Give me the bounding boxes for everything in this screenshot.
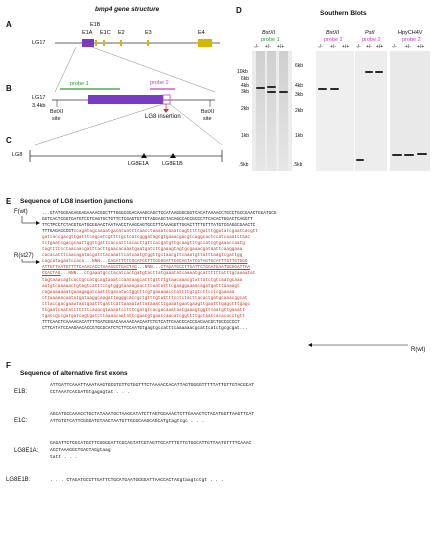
bstxi-site-right-sub: site [203,116,212,122]
sequence-segment: aatgtcaaaaactgtagtcatttccgtgggtaaaagaacttcaatatttcgaaggaaaacagatgatttaaaagt [42,283,240,289]
exon-e1b-seq-2: CCTAAATCACGATGtgagagtat . . . [50,390,130,395]
lg8-insertion-label: LG8 insertion [145,114,181,120]
ladder-right-3kb: 3kb [295,92,304,98]
probe1-label: probe 1 [70,81,89,87]
insertion-junction-sequence [42,211,277,332]
ladder-right-05kb: .5kb [293,162,303,168]
sequence-segment: ttgaatcaatatctttttcaaacgtaaaatcctttcgatgtcacgacaaataatgaaagtggttcaatgttgaaatt [42,307,245,313]
sequence-segment: cacacatttcaacagatacgatttacaaattcatcaatgtggttgctaacgttcaaatgttatttaagtcgattgg [42,253,243,259]
panel-e-letter: E [6,197,12,206]
blot2-probe: probe 2 [324,37,343,43]
primer-r-wt: R(wt) [411,347,426,353]
sequence-segment: TTTCAACTCAAAACACATTTTGATGGGACAAAAACAACAATCTGTCATTCAACCCACCGACAACGCTGCCGCCCT [42,319,240,325]
bstxi-site-left-sub: site [52,116,61,122]
panel-b-chrom: LG17 [32,95,46,101]
sequence-segment: tagttttcctaacaacgatttacttgaacacaaatgaatgatcttgaaagtagtgcgaaacgataattcaaggaaa [42,247,243,253]
sequence-segment: CTAGATGCCTTGATTCTGCATGAATGGGGATTAA [160,265,251,271]
exon-label-e2: E2 [118,30,125,36]
bstxi-site-left: BstXI [50,109,64,115]
exon-lg8e1a-seq-3: tatt . . . [50,455,78,460]
exon-e1c-name: E1C: [14,418,28,424]
ladder-left-10kb: 10kb [237,69,248,75]
blot4-genotype-mm: -/- [392,44,397,50]
panel-c-letter: C [6,136,12,145]
blot4-enzyme: HpyCH4V [398,30,423,36]
blot1-genotype-mm: -/- [254,44,259,50]
exon-label-e1b: E1B [90,22,101,28]
panel-a-title: bmp4 gene structure [95,6,160,13]
sequence-segment: GGTCACTCGGTGATGTCCTCAGTGCTGTTCTCGAGTGTTCTAGGAGCTACAGCCACCGCCCTTCACACTGGACTCAGGTT [42,217,253,223]
sequence-segment: CCACTAG [42,271,61,277]
ladder-left-3kb: 3kb [241,89,250,95]
panel-c-chrom: LG8 [12,152,23,158]
blot2-enzyme: BstXI [326,30,340,36]
ladder-right-4kb: 4kb [295,83,304,89]
ladder-left-1kb: 1kb [241,133,250,139]
exon-lg8e1b-name: LG8E1B: [6,477,31,483]
blot1-genotype-pp: +/+ [277,44,285,50]
exon-lg8e1a-seq-2: ACCTAAAGGCTGACTAGgtaag [50,448,111,453]
blot4-genotype-pm: +/- [405,44,411,50]
exon-e1c-seq-2: ATTGTGTCATTCGGGATGTAACTAATGTTGCGCAAGCAGCATgtagtcgc . . . [50,419,205,424]
sequence-segment: tagtaaacagtcactgccatgcagtaaatccaataagcatttgttttgtaacaaacgtattatctgtcaatgcaaa [42,277,243,283]
lg8e1a-label: LG8E1A [128,161,149,167]
sequence-segment: cagcatagaatccaca...NNN... [42,259,108,265]
exon-lg8e1b-seq-1: . . . CTAGATGCCTTGATTCTGCATGAATGGGGATTAACCACTAGgtaagtctgt . . . [50,478,224,483]
panel-a-letter: A [6,20,12,29]
sequence-segment: cttaaaaacaatatgataaggcaagattagggcaccgctgtttgtattttcctctacttacactgatgcaaacggcat [42,295,248,301]
exon-e1b-name: E1B: [14,389,28,395]
panel-b-size: 3.4kb [32,103,46,109]
ladder-left-4kb: 4kb [241,83,250,89]
blot2-genotype-pp: +/+ [342,44,350,50]
exon-label-e1a: E1A [82,30,93,36]
sequence-segment: tctgaatcgacgcaattggttgattcaccatttacacttgttcacgatgttgcaagtttgccatcgtgaaaccaatg [42,241,245,247]
sequence-segment: TTCTPCCTCTACGTGATGCGGAACTAATAACCTAAGCAGTGCCTTCAAAGGTTGGACTTTTGTTTATGTCGAGGCGAACTC [42,223,256,229]
sequence-segment: GAGATTCTCGCATGCTTCGGGGATTCGCAGTATCGTAGTGCATTTGTTGTGGG [107,259,248,265]
exon-lg8e1a-seq-1: GAGATTCTCGCATGCTTCGGGGATTCGCAGTATCGTAGTTGCATTTGTTGTGGCATTGTTAATGTTTTCAAAC [50,441,252,446]
panel-e-title: Sequence of LG8 insertion junctions [20,198,134,205]
blot1-probe: probe 1 [261,37,280,43]
exon-e1b-seq-1: ATTGATTCAAATTAAATAAGTGCGTGTTGTGGTTTCTAAAACCACATTAGTGGGGTTTTTATTGTTGTACGCAT [50,383,254,388]
blot3-genotype-mm: -/- [356,44,361,50]
sequence-segment: TTTGAGACCCGT [42,229,74,235]
probe2-label: probe 2 [150,80,169,86]
sequence-line [42,326,277,332]
exon-label-e1c: E1C [100,30,111,36]
primer-r-st27: R(st27) [14,253,34,259]
blot4-genotype-pp: +/+ [417,44,425,50]
ladder-right-6kb: 6kb [295,63,304,69]
exon-label-e4: E4 [198,30,205,36]
blot1-genotype-pm: +/- [265,44,271,50]
exon-label-e3: E3 [145,30,152,36]
blot3-genotype-pp: +/+ [376,44,384,50]
panel-a-chrom: LG17 [32,40,46,46]
blot3-enzyme: PstI [365,30,375,36]
blot2-genotype-mm: -/- [318,44,323,50]
sequence-segment: gatcaccgacgttgatttcagcatcgttttgctcatcgggatagtgtgaaacgacgtcaggcactccatcaaatctaac [42,235,251,241]
ladder-left-2kb: 2kb [241,106,250,112]
sequence-segment: ...NNN...ctgaaatgcctacatcactgatgtacttatgaaatatcaaaatgcattttttatttgcaaaatat [60,271,256,277]
primer-f-wt: F(wt) [14,209,28,215]
sequence-segment: cagaaaaaaatgaaagagatcaatttgacatactggtttcgtgaaaaacctattttgtgtcttcctcgaaaaa [42,289,235,295]
ladder-left-05kb: .5kb [239,162,249,168]
panel-d-title: Southern Blots [320,10,367,17]
sequence-segment: CTTCATATCCAAGAACACCGTGCGCATCTCTTCCAATGtgagtgccatttcaaaaaacgcattcatctgcgcgat... [42,325,248,331]
ladder-left-6kb: 6kb [241,76,250,82]
sequence-segment: ...NNN... [136,265,161,271]
lg8e1b-label: LG8E1B [162,161,183,167]
blot2-genotype-pm: +/- [330,44,336,50]
ladder-right-2kb: 2kb [295,108,304,114]
exon-lg8e1a-name: LG8E1A: [14,448,39,454]
panel-f-title: Sequence of alternative first exons [20,370,128,377]
exon-e1c-seq-1: AGCATGCCAAACCTGCTATAAATGCTAAGCATATCTTAGTGGAAACTCTTGAAACTCTACATGGTTAAGTTCAT [50,412,254,417]
sequence-segment: ...GTATGGGAGAGGAGAAAACGGCTTTGGGCGGACAAAGCAGCTCCATAAGGGCGGTCACATAAAACCTGCCTGCCGAACTGGATGCG [42,211,277,216]
blot3-genotype-pm: +/- [366,44,372,50]
sequence-segment: tttaccgacgaaataatgaatttgattcattaaaatattataaatttgaaatgaatgaagttgaatttgagctttgagc [42,301,251,307]
blot1-enzyme: BstXI [262,30,276,36]
panel-b-letter: B [6,84,12,93]
panel-f-letter: F [6,361,11,370]
sequence-segment: ccagatagcaaaatgacataatttcaacctaaaatcaaatcagtttttgatttggatatcgaatcacgtt [73,229,259,235]
bstxi-site-right: BstXI [201,109,215,115]
panel-d-letter: D [236,6,242,15]
sequence-segment: ATTGTTAATGTTTTCAAACACCTAAAGGCTGACTAG [42,265,137,271]
sequence-segment: tgatcgccgatgatcagtgatcttaaaacaatattcgaatgtgaatcaacatcggttttgctaatcacacacctgtt [42,313,245,319]
blot3-probe: probe 2 [362,37,381,43]
ladder-right-1kb: 1kb [295,133,304,139]
blot4-probe: probe 2 [402,37,421,43]
